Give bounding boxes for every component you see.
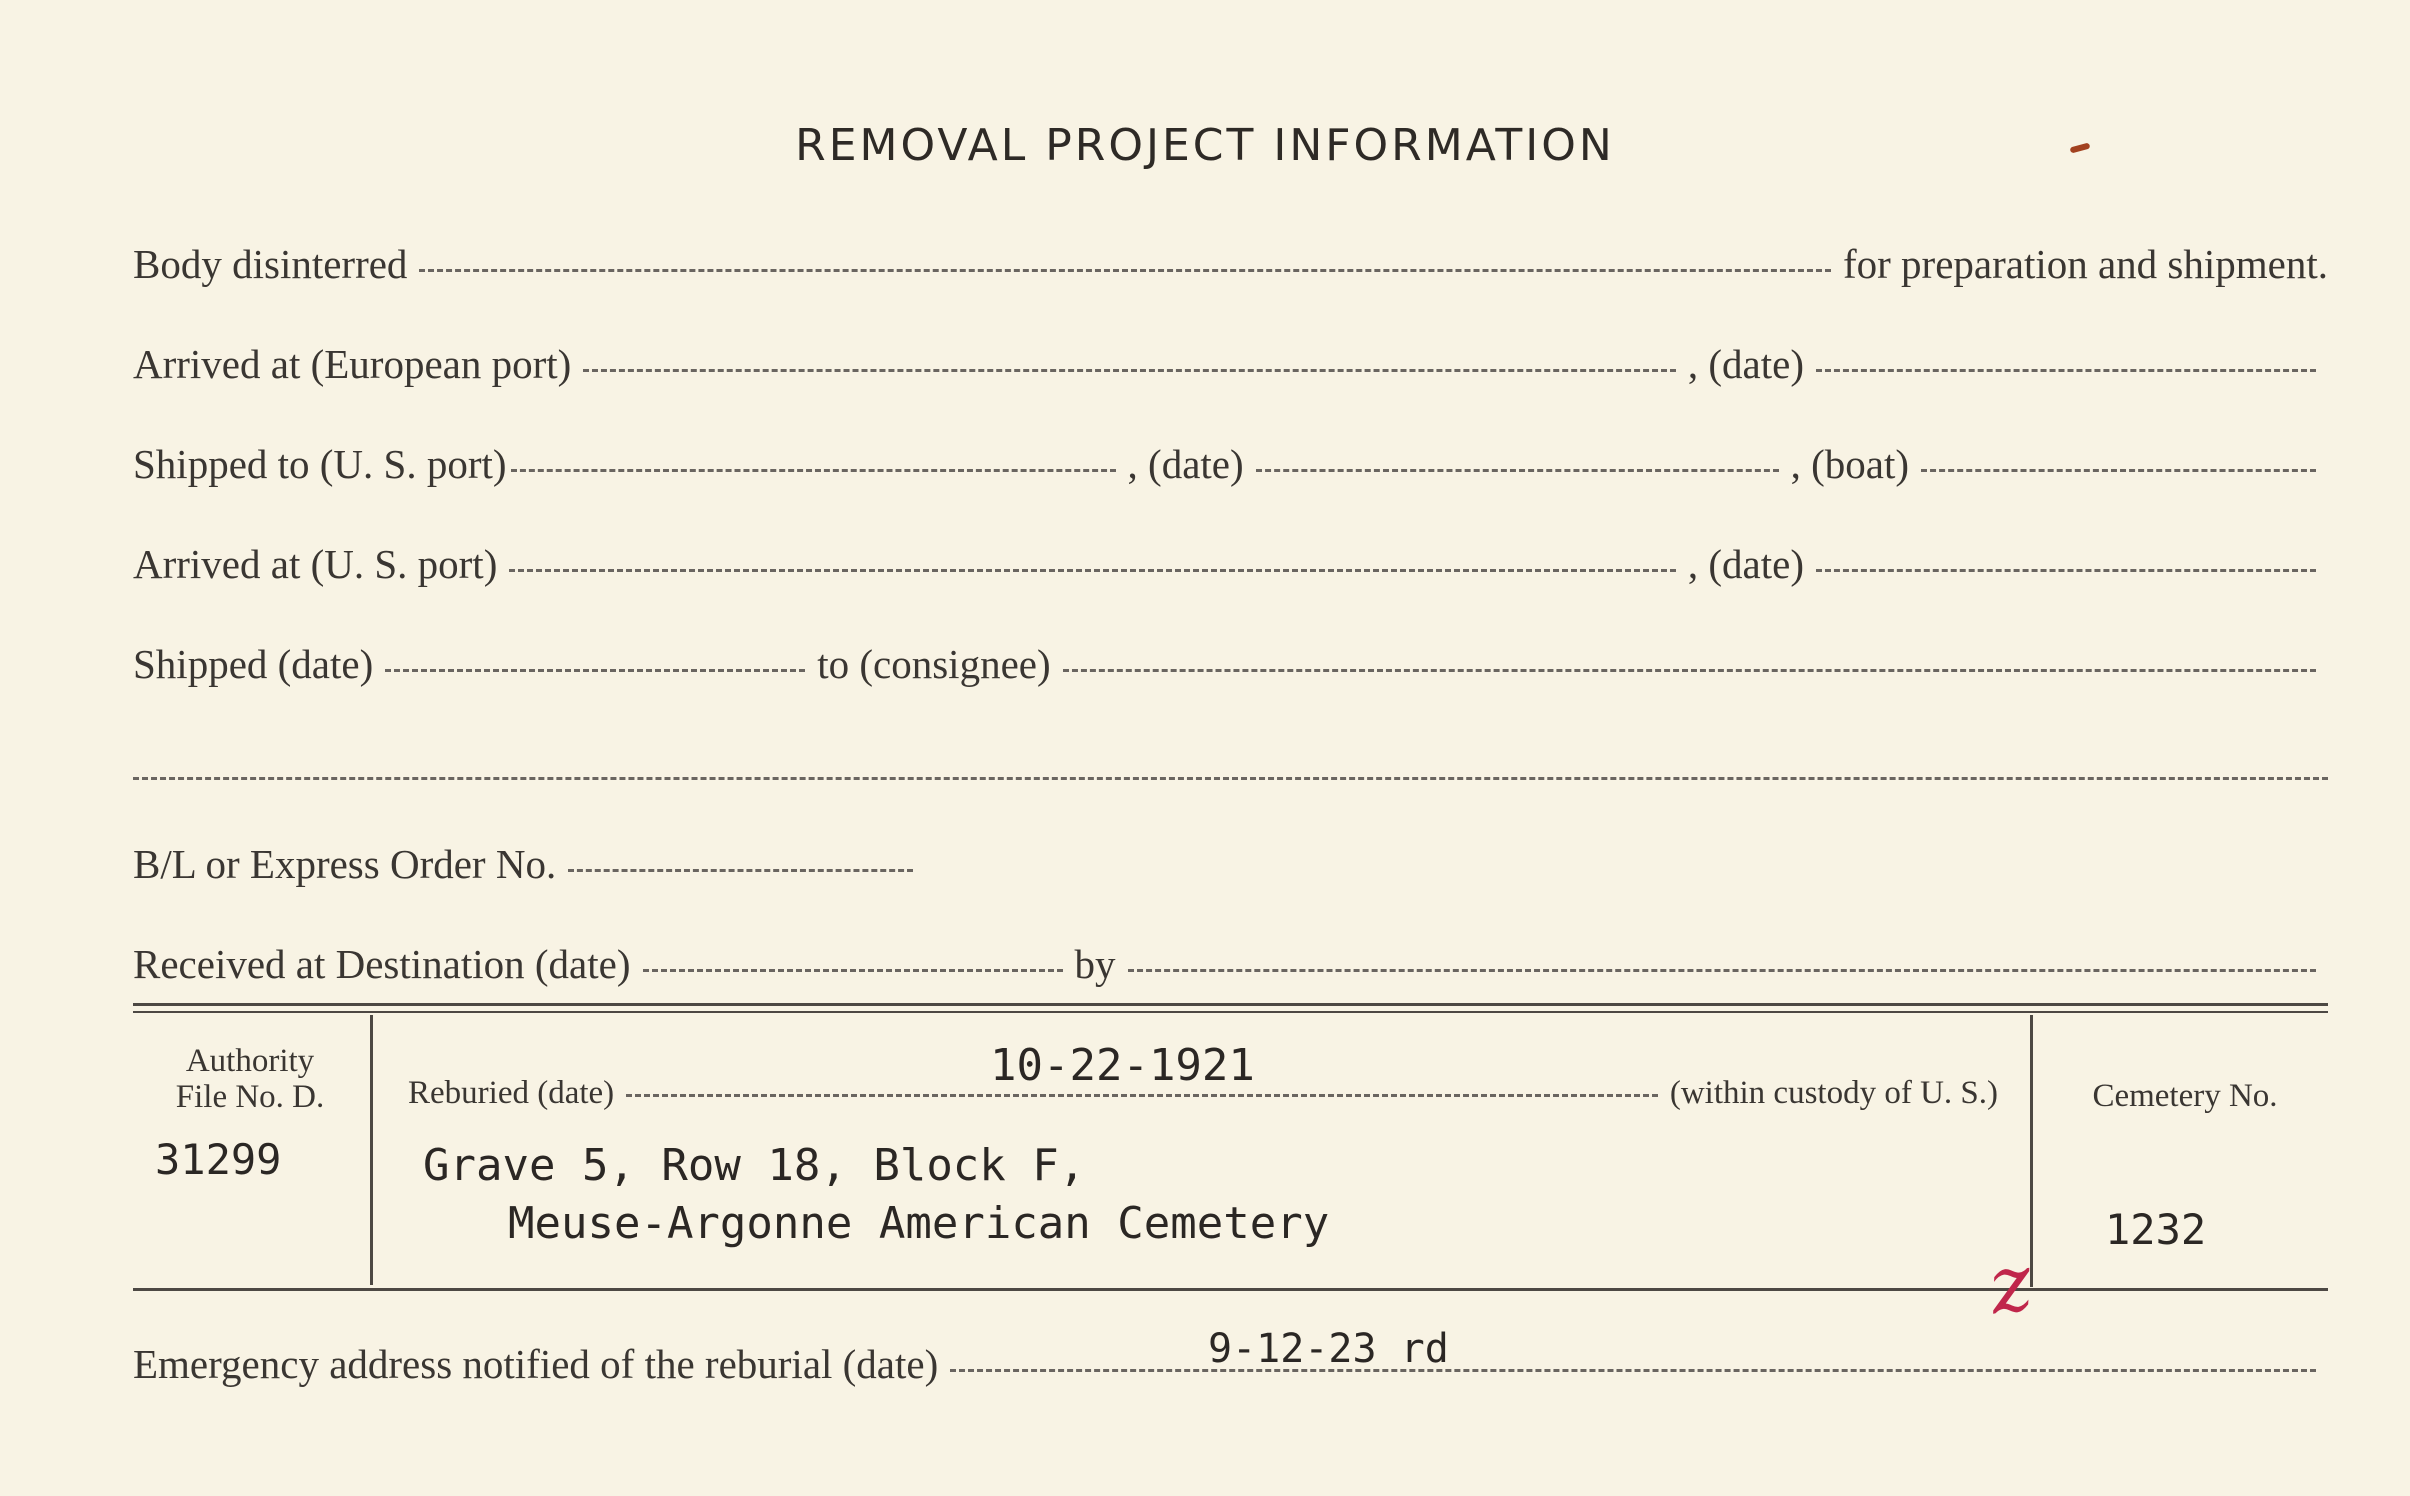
consignee-continuation-line [133,777,2328,780]
column-divider-right [2030,1015,2033,1287]
bl-order-field [568,869,913,872]
authority-label-line-2: File No. D. [175,1079,325,1115]
row-received [133,940,2328,988]
emergency-date-value: 9-12-23 rd [1208,1326,1449,1372]
shipped-date-only-field [385,669,805,672]
row-shipped-consignee [133,640,2328,688]
shipped-date-only-label: Shipped (date) [133,641,374,687]
authority-label-line-1: Authority [185,1043,315,1079]
us-port-field [511,469,1116,472]
body-disinterred-field [419,269,1831,272]
row-shipped-us [133,440,2328,488]
row-body-disinterred [133,240,2328,288]
preparation-shipment-label: for preparation and shipment. [1842,241,2328,287]
bl-order-label: B/L or Express Order No. [133,841,557,887]
row-bl-order [133,840,925,888]
received-label: Received at Destination (date) [133,941,631,987]
received-by-field [1128,969,2317,972]
arrived-european-label: Arrived at (European port) [133,341,572,387]
column-divider-left [370,1015,373,1285]
grave-location-line-2: Meuse-Argonne American Cemetery [508,1198,1330,1249]
grave-location-line-1: Grave 5, Row 18, Block F, [423,1140,1086,1191]
emergency-label: Emergency address notified of the reburial (date) [133,1341,939,1387]
arrived-us-date-field [1816,569,2316,572]
authority-file-no: 31299 [155,1135,282,1184]
row-arrived-european [133,340,2328,388]
shipped-us-label: Shipped to (U. S. port) [133,441,507,487]
emergency-date-field [950,1369,2316,1372]
cemetery-no-value: 1232 [2105,1205,2207,1254]
arrived-us-date-label: , (date) [1687,541,1804,587]
received-date-field [643,969,1063,972]
european-date-label: , (date) [1687,341,1804,387]
arrived-us-label: Arrived at (U. S. port) [133,541,498,587]
consignee-label: to (consignee) [817,641,1051,687]
authority-label [150,1043,350,1115]
shipped-date-label: , (date) [1127,441,1244,487]
card-title: REMOVAL PROJECT INFORMATION [795,120,1615,171]
reburied-label: Reburied (date) [408,1075,615,1111]
boat-label: , (boat) [1790,441,1909,487]
reburied-date-value: 10-22-1921 [990,1040,1255,1091]
european-date-field [1816,369,2316,372]
section-divider-top-inner [133,1011,2328,1013]
custody-label: (within custody of U. S.) [1669,1075,1998,1111]
body-disinterred-label: Body disinterred [133,241,408,287]
boat-field [1921,469,2316,472]
arrived-us-port-field [509,569,1676,572]
european-port-field [583,369,1676,372]
handwritten-pen-mark: z [1983,1237,2038,1333]
section-divider-top [133,1003,2328,1006]
cemetery-no-label: Cemetery No. [2092,1078,2278,1114]
shipped-date-field [1256,469,1779,472]
row-arrived-us [133,540,2328,588]
received-by-label: by [1074,941,1116,987]
consignee-field [1063,669,2316,672]
reburied-date-field [626,1094,1658,1097]
